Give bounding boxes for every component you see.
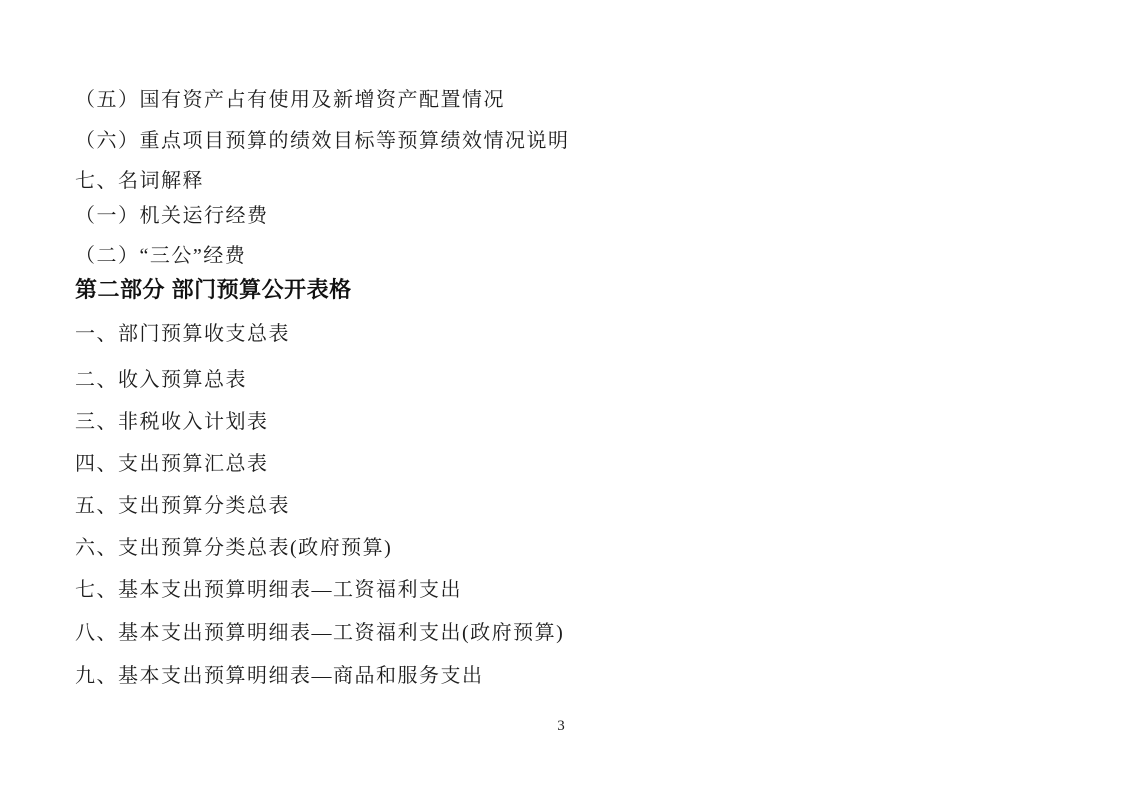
toc-line-2-three-public: （二）“三公”经费 (75, 245, 247, 267)
toc-line-7-glossary: 七、名词解释 (75, 170, 204, 192)
toc-table-7-salary: 七、基本支出预算明细表—工资福利支出 (75, 579, 462, 601)
toc-table-9-goods-services: 九、基本支出预算明细表—商品和服务支出 (75, 665, 484, 687)
toc-line-1-operating-funds: （一）机关运行经费 (75, 205, 269, 227)
toc-table-1-overview: 一、部门预算收支总表 (75, 323, 290, 345)
toc-table-3-nontax: 三、非税收入计划表 (75, 411, 269, 433)
page-number: 3 (557, 718, 565, 734)
toc-table-5-category: 五、支出预算分类总表 (75, 495, 290, 517)
section-heading-part-two: 第二部分 部门预算公开表格 (75, 277, 352, 302)
toc-table-2-income: 二、收入预算总表 (75, 369, 247, 391)
toc-line-5-assets: （五）国有资产占有使用及新增资产配置情况 (75, 89, 505, 111)
toc-line-6-performance: （六）重点项目预算的绩效目标等预算绩效情况说明 (75, 130, 570, 152)
toc-table-6-category-gov: 六、支出预算分类总表(政府预算) (75, 537, 393, 559)
toc-table-8-salary-gov: 八、基本支出预算明细表—工资福利支出(政府预算) (75, 622, 565, 644)
toc-table-4-expenditure: 四、支出预算汇总表 (75, 453, 269, 475)
